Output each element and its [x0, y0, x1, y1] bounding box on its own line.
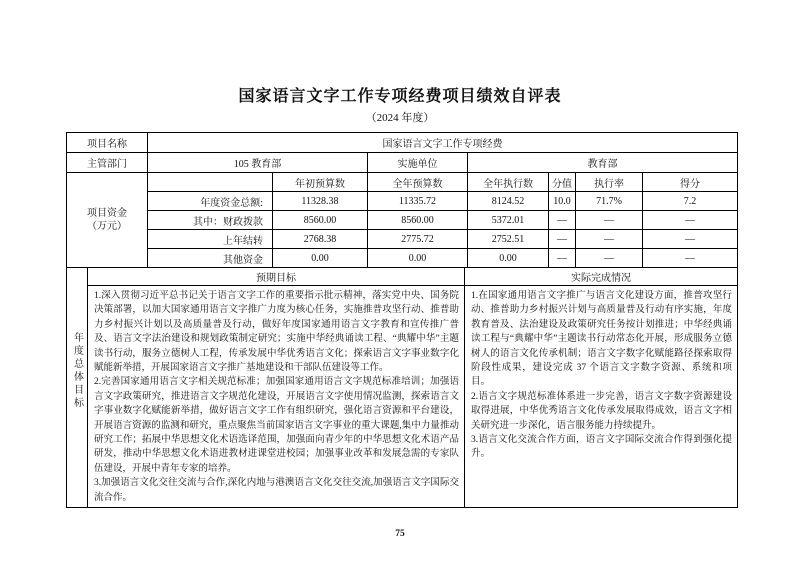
- funds-carryover-weight: —: [549, 230, 576, 249]
- implementing-unit-value: 教育部: [468, 153, 738, 173]
- funds-total-score: 7.2: [643, 192, 738, 211]
- funds-row-total-label: 年度资金总额:: [148, 192, 273, 211]
- department-label: 主管部门: [67, 153, 148, 173]
- project-name-value: 国家语言文字工作专项经费: [148, 133, 738, 153]
- funds-carryover-annual: 2775.72: [368, 230, 468, 249]
- funds-total-executed: 8124.52: [468, 192, 549, 211]
- goals-body-row: [67, 286, 738, 508]
- expected-goal-paragraph-1: 1.深入贯彻习近平总书记关于语言文字工作的重要指示批示精神，落实党中央、国务院决策部署，以加大国家通用语言文字推广力度为核心任务，实施推普攻坚行动、推普助力乡村振兴计划以及高质量普及行动，做好年度国家通用语言文字教育和宣传推广普及、语言文字法治建设和规划政策制定研究；实施中华经典诵读工程、“典耀中华”主题读书行动，服务立德树人工程，传承发展中华优秀语言文化；探索语言文字事业数字化赋能新举措，开展国家语言文字推广基地建设和干部队伍建设等工作。: [94, 291, 459, 374]
- funds-row-fiscal-label: 其中：财政拨款: [148, 211, 273, 230]
- annual-goals-section-label: [67, 268, 88, 508]
- annual-goals-table: [66, 267, 738, 508]
- actual-result-paragraph-1: 1.在国家通用语言文字推广与语言文化建设方面，推普攻坚行动、推普助力乡村振兴计划与高质量普及行动有序实施，年度教育普及、法治建设及政策研究任务按计划推进；中华经典诵读工程与“典耀中华”主题读书行动常态化开展，形成服务立德树人的语言文化传承机制；语言文字数字化赋能路径探索取得阶段性成果，建设完成 37 个语言文字数字资源、系统和项目。: [471, 291, 732, 388]
- actual-result-paragraph-2: 2.语言文字规范标准体系进一步完善，语言文字数字资源建设取得进展，中华优秀语言文化传承发展取得成效，语言文字相关研究进一步深化，语言服务能力持续提升。: [471, 391, 732, 431]
- project-name-row: [67, 133, 738, 153]
- funds-total-annual: 11335.72: [368, 192, 468, 211]
- funds-col-score: 得分: [643, 173, 738, 192]
- expected-goal-paragraph-2: 2.完善国家通用语言文字相关规范标准；加强国家通用语言文字规范标准培训；加强语言文字政策研究，推进语言文字规范化建设，开展语言文字使用情况监测，探索语言文字事业数字化赋能新举措，做好语言文字工作有组织研究，强化语言资源和平台建设，开展语言资源的监测和研究，重点聚焦当前国家语言文字事业的重大课题,集中力量推动研究工作；拓展中华思想文化术语选译范围，加强面向青少年的中华思想文化术语产品研发，推动中华思想文化术语进教材进课堂进校园；加强事业改革和发展急需的专家队伍建设，开展中青年专家的培养。: [94, 377, 459, 474]
- funds-total-rate: 71.7%: [576, 192, 643, 211]
- funds-row-carryover-label: 上年结转: [148, 230, 273, 249]
- expected-goals-header: 预期目标: [88, 268, 465, 286]
- funds-other-annual: 0.00: [368, 249, 468, 268]
- funds-col-initial-budget: 年初预算数: [273, 173, 368, 192]
- department-row: [67, 153, 738, 173]
- page-number: 75: [395, 529, 405, 540]
- funds-header-empty-cell: [148, 173, 273, 192]
- funds-other-score: —: [643, 249, 738, 268]
- funds-col-score-weight: 分值: [549, 173, 576, 192]
- funds-other-weight: —: [549, 249, 576, 268]
- project-name-label: 项目名称: [67, 133, 148, 153]
- implementing-unit-label: 实施单位: [368, 153, 468, 173]
- annual-goals-vertical-text: 年度总体目标: [71, 331, 83, 410]
- actual-result-paragraph-3: 3.语言文化交流合作方面，语言文字国际交流合作得到强化提升。: [471, 435, 732, 460]
- expected-goal-paragraph-3: 3.加强语言文化交往交流与合作,深化内地与港澳语言文化交往交流,加强语言文字国际交流合作。: [94, 478, 459, 503]
- funds-carryover-executed: 2752.51: [468, 230, 549, 249]
- funds-fiscal-score: —: [643, 211, 738, 230]
- funds-section-label: [67, 173, 148, 268]
- funds-row-carryover: [67, 230, 738, 249]
- actual-results-header: 实际完成情况: [465, 268, 738, 286]
- goals-header-row: [67, 268, 738, 286]
- funds-section-label-line2: （万元）: [87, 221, 127, 232]
- funds-other-initial: 0.00: [273, 249, 368, 268]
- department-value: 105 教育部: [148, 153, 368, 173]
- funds-carryover-initial: 2768.38: [273, 230, 368, 249]
- funds-section-label-line1: 项目资金: [87, 208, 127, 219]
- funds-fiscal-annual: 8560.00: [368, 211, 468, 230]
- funds-row-other-label: 其他资金: [148, 249, 273, 268]
- funds-total-initial: 11328.38: [273, 192, 368, 211]
- actual-results-cell: [465, 286, 738, 508]
- funds-fiscal-executed: 5372.01: [468, 211, 549, 230]
- funds-carryover-score: —: [643, 230, 738, 249]
- funds-row-fiscal: [67, 211, 738, 230]
- funds-row-total: [67, 192, 738, 211]
- funds-col-executed: 全年执行数: [468, 173, 549, 192]
- page-subtitle: （2024 年度）: [365, 112, 435, 124]
- funds-other-rate: —: [576, 249, 643, 268]
- funds-header-row: [67, 173, 738, 192]
- expected-goals-cell: [88, 286, 465, 508]
- funds-fiscal-rate: —: [576, 211, 643, 230]
- page-title: 国家语言文字工作专项经费项目绩效自评表: [238, 88, 562, 105]
- funds-total-weight: 10.0: [549, 192, 576, 211]
- funds-fiscal-initial: 8560.00: [273, 211, 368, 230]
- funds-fiscal-weight: —: [549, 211, 576, 230]
- project-info-table: [66, 132, 738, 268]
- funds-col-annual-budget: 全年预算数: [368, 173, 468, 192]
- funds-carryover-rate: —: [576, 230, 643, 249]
- funds-row-other: [67, 249, 738, 268]
- funds-other-executed: 0.00: [468, 249, 549, 268]
- funds-col-execution-rate: 执行率: [576, 173, 643, 192]
